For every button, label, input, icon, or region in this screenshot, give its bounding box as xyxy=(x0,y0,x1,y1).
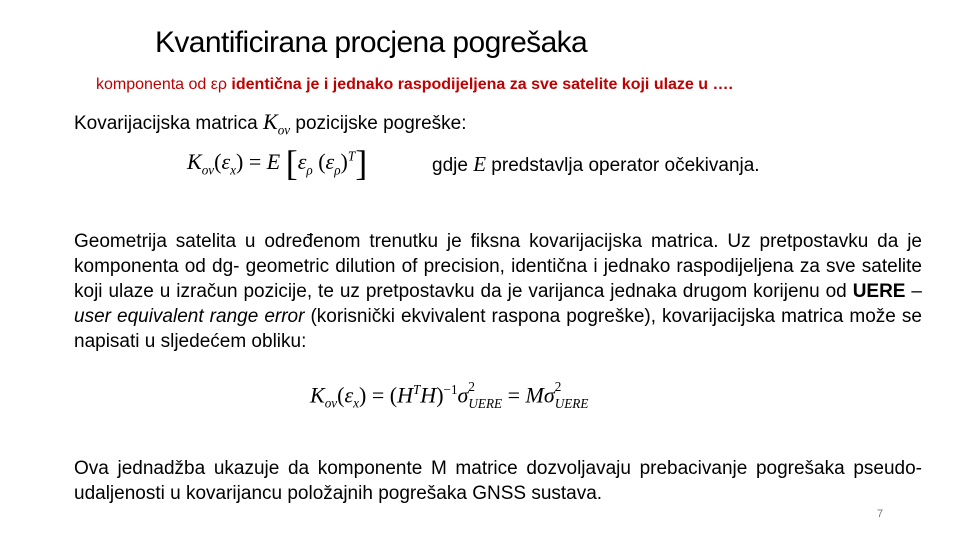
formula1-after: predstavlja operator očekivanja. xyxy=(486,155,760,176)
paragraph2-dash: – xyxy=(905,281,922,302)
paragraph-conclusion: Ova jednadžba ukazuje da komponente M matrice dozvoljavaju prebacivanje pogrešaka pseudo-udaljenosti u kovarijancu položajnih pogrešaka GNSS sustava. xyxy=(74,458,922,504)
page-number: 7 xyxy=(877,508,884,520)
formula-covariance-explanation xyxy=(432,152,760,177)
paragraph1-before: Kovarijacijska matrica xyxy=(74,113,263,134)
expectation-symbol: E xyxy=(473,152,487,176)
formula-covariance-uere: $K_{ov}(\varepsilon_x) = (H^TH)^{-1}\sigma$ $_{2 UERE}$ = Mσ $_{2 UERE}$ xyxy=(310,378,589,411)
paragraph-covariance-intro xyxy=(74,109,467,142)
formula-covariance: $K_{ov}(\varepsilon_x) = E$ [$\varepsilon_\rho$ $(\varepsilon_\rho)^T$] xyxy=(187,143,368,183)
subtitle-lead: komponenta od ερ xyxy=(96,76,227,93)
paragraph-geometry xyxy=(74,229,922,354)
slide-subtitle xyxy=(96,76,733,94)
paragraph2-text1: Geometrija satelita u određenom trenutku je fiksna kovarijacijska matrica. Uz pretpostavku da je komponenta od dg- geometric dilution of precision, identična i jednako raspodijeljena za sve satelite koji ulaze u izračun pozicije, te uz pretpostavku da je varijanca jednaka drugom korijenu od xyxy=(74,231,922,302)
formula1-before: gdje xyxy=(432,155,474,176)
subtitle-rest: identična je i jednako raspodijeljena za sve satelite koji ulaze u …. xyxy=(226,76,733,93)
uere-italic: user equivalent range error xyxy=(74,306,305,327)
paragraph2-text2: (korisnički ekvivalent raspona pogreške), kovarijacijska matrica može se napisati u sljedećem obliku: xyxy=(74,306,922,352)
kov-symbol: $K_{ov}$ xyxy=(263,109,291,138)
uere-bold: UERE xyxy=(852,281,906,302)
slide-title: Kvantificirana procjena pogrešaka xyxy=(155,26,588,59)
paragraph1-after: pozicijske pogreške: xyxy=(290,113,467,134)
